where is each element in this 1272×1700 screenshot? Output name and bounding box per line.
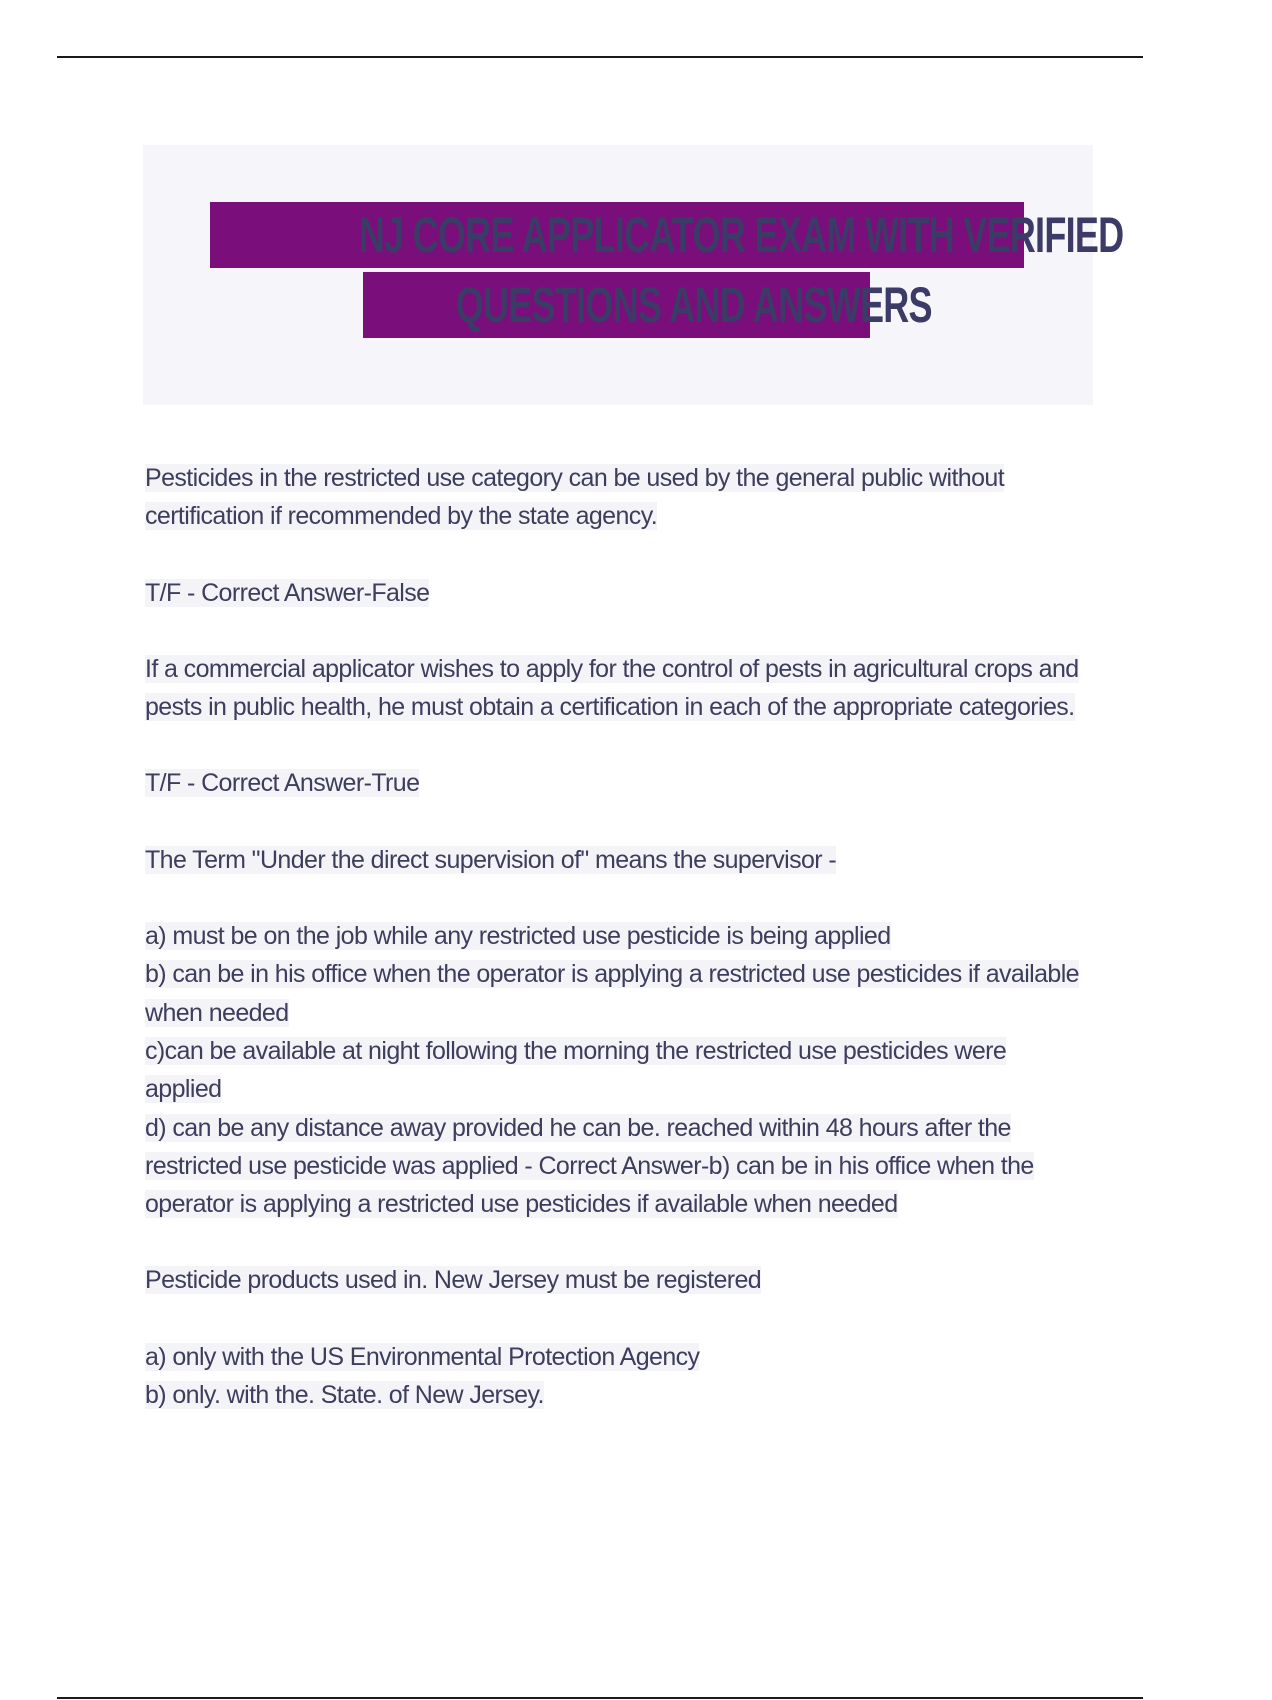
text-line: pests in public health, he must obtain a certification in each of the appropriate categories. — [145, 693, 1075, 722]
text-line: Pesticides in the restricted use category can be used by the general public without — [145, 464, 1005, 492]
text-line: Pesticide products used in. New Jersey must be registered — [145, 1266, 762, 1295]
text-line: a) must be on the job while any restricted use pesticide is being applied — [145, 922, 891, 951]
answer-2 — [145, 764, 1085, 802]
text-line: d) can be any distance away provided he can be. reached within 48 hours after the — [145, 1113, 1011, 1142]
question-2 — [145, 650, 1085, 727]
header-rule — [57, 56, 1143, 58]
question-3 — [145, 841, 1085, 879]
options-4 — [145, 1338, 1085, 1415]
document-title-line-1: NJ CORE APPLICATOR EXAM WITH VERIFIED — [210, 202, 1024, 268]
text-line: b) only. with the. State. of New Jersey. — [145, 1381, 544, 1410]
document-body — [145, 459, 1085, 1452]
text-line: certification if recommended by the state agency. — [145, 502, 658, 531]
document-title-line-2: QUESTIONS AND ANSWERS — [363, 272, 870, 338]
text-line: a) only with the US Environmental Protection Agency — [145, 1342, 700, 1371]
footer-rule — [57, 1697, 1143, 1699]
text-line: b) can be in his office when the operator is applying a restricted use pesticides if available — [145, 960, 1079, 989]
text-line: operator is applying a restricted use pesticides if available when needed — [145, 1190, 898, 1219]
options-3 — [145, 917, 1085, 1223]
question-1 — [145, 459, 1085, 536]
text-line: If a commercial applicator wishes to apply for the control of pests in agricultural crops and — [145, 654, 1079, 683]
answer-1 — [145, 574, 1085, 612]
text-line: The Term "Under the direct supervision of" means the supervisor - — [145, 845, 837, 874]
text-line: restricted use pesticide was applied - Correct Answer-b) can be in his office when the — [145, 1151, 1034, 1180]
question-4 — [145, 1261, 1085, 1299]
text-line: when needed — [145, 998, 289, 1027]
text-line: T/F - Correct Answer-False — [145, 578, 430, 607]
text-line: c)can be available at night following the morning the restricted use pesticides were applied — [145, 1036, 1007, 1104]
text-line: T/F - Correct Answer-True — [145, 769, 420, 798]
